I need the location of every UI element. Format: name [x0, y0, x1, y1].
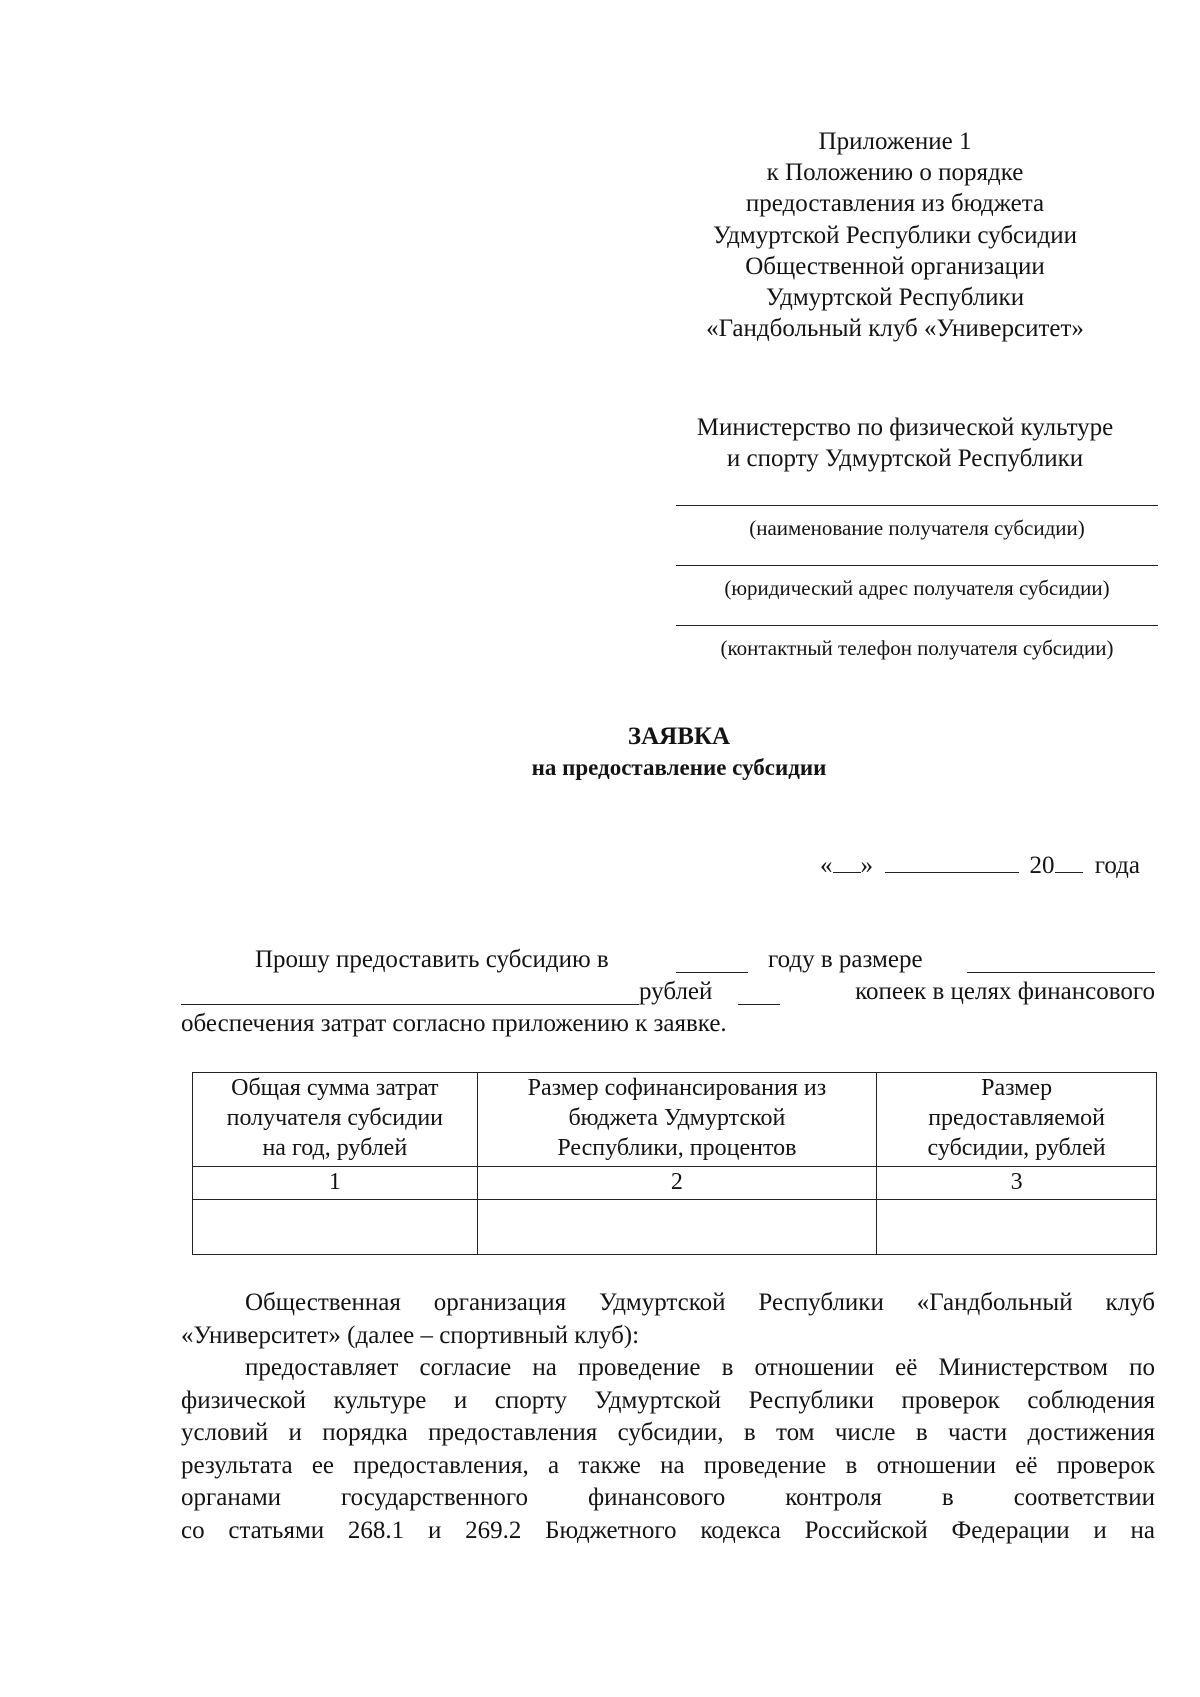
addressee-block	[660, 412, 1150, 474]
field-caption: (юридический адрес получателя субсидии)	[724, 576, 1110, 600]
recipient-address-field	[676, 565, 1158, 601]
date-line	[820, 847, 1140, 880]
table-cell	[877, 1200, 1157, 1255]
column-number: 1	[193, 1167, 478, 1200]
funding-table	[192, 1072, 1157, 1255]
body-line: «Университет» (далее – спортивный клуб):	[181, 1321, 640, 1349]
recipient-phone-field	[676, 625, 1158, 661]
column-number: 2	[477, 1167, 877, 1200]
column-number: 3	[877, 1167, 1157, 1200]
body-line: предоставляет согласие на проведение в отношении её Министерством по	[245, 1354, 1155, 1381]
field-caption: (наименование получателя субсидии)	[749, 516, 1085, 540]
year-blank	[676, 947, 748, 973]
body-line: со статьями 268.1 и 269.2 Бюджетного кодекса Российской Федерации и на	[181, 1516, 1155, 1544]
amount-words-blank	[181, 979, 639, 1005]
day-blank	[833, 847, 861, 873]
year-word: года	[1094, 852, 1140, 879]
table-cell	[477, 1200, 877, 1255]
table-number-row	[193, 1167, 1157, 1200]
request-text: рублей	[639, 978, 713, 1005]
body-line: условий и порядка предоставления субсидии, в том числе в части достижения	[181, 1419, 1155, 1446]
request-paragraph	[181, 944, 1155, 1040]
request-text: году в размере	[768, 946, 923, 973]
century-label: 20	[1029, 852, 1055, 879]
fill-line	[676, 505, 1158, 506]
body-line: результата ее предоставления, а также на проведение в отношении её проверок	[181, 1451, 1155, 1479]
consent-section	[181, 1287, 1155, 1547]
appendix-line: Общественной организации	[745, 252, 1045, 280]
body-line: органами государственного финансового контроля в соответствии	[181, 1484, 1155, 1511]
table-row	[193, 1200, 1157, 1255]
appendix-line: Удмуртской Республики субсидии	[712, 221, 1077, 249]
date-close-quote: »	[860, 852, 873, 879]
document-title: ЗАЯВКА	[627, 723, 731, 750]
appendix-note	[640, 126, 1150, 344]
request-text: Прошу предоставить субсидию в	[255, 946, 609, 973]
addressee-line: и спорту Удмуртской Республики	[726, 445, 1084, 472]
field-caption: (контактный телефон получателя субсидии)	[720, 636, 1114, 660]
fill-line	[676, 625, 1158, 626]
year-blank	[1055, 847, 1083, 873]
appendix-line: «Гандбольный клуб «Университет»	[706, 315, 1084, 343]
table-cell	[193, 1200, 478, 1255]
table-header-row	[193, 1073, 1157, 1167]
document-subtitle: на предоставление субсидии	[531, 755, 827, 780]
amount-blank	[967, 947, 1155, 973]
request-text: обеспечения затрат согласно приложению к заявке.	[181, 1010, 727, 1037]
addressee-line: Министерство по физической культуре	[696, 414, 1114, 441]
date-open-quote: «	[820, 852, 833, 879]
request-text: копеек в целях финансового	[855, 978, 1155, 1005]
appendix-line: предоставления из бюджета	[745, 190, 1045, 218]
header-cofinancing: Размер софинансирования из бюджета Удмуртской Республики, процентов	[477, 1073, 877, 1167]
body-line: физической культуре и спорту Удмуртской Республики проверок соблюдения	[181, 1386, 1155, 1414]
kopecks-blank	[738, 979, 780, 1005]
body-line: Общественная организация Удмуртской Республики «Гандбольный клуб	[245, 1289, 1155, 1316]
month-blank	[885, 847, 1019, 873]
header-subsidy-amount: Размер предоставляемой субсидии, рублей	[877, 1073, 1157, 1167]
appendix-line: Удмуртской Республики	[765, 284, 1025, 312]
appendix-line: Приложение 1	[818, 128, 972, 155]
header-total-cost: Общая сумма затрат получателя субсидии на год, рублей	[193, 1073, 478, 1167]
recipient-name-field	[676, 505, 1158, 541]
appendix-line: к Положению о порядке	[766, 159, 1024, 187]
fill-line	[676, 565, 1158, 566]
